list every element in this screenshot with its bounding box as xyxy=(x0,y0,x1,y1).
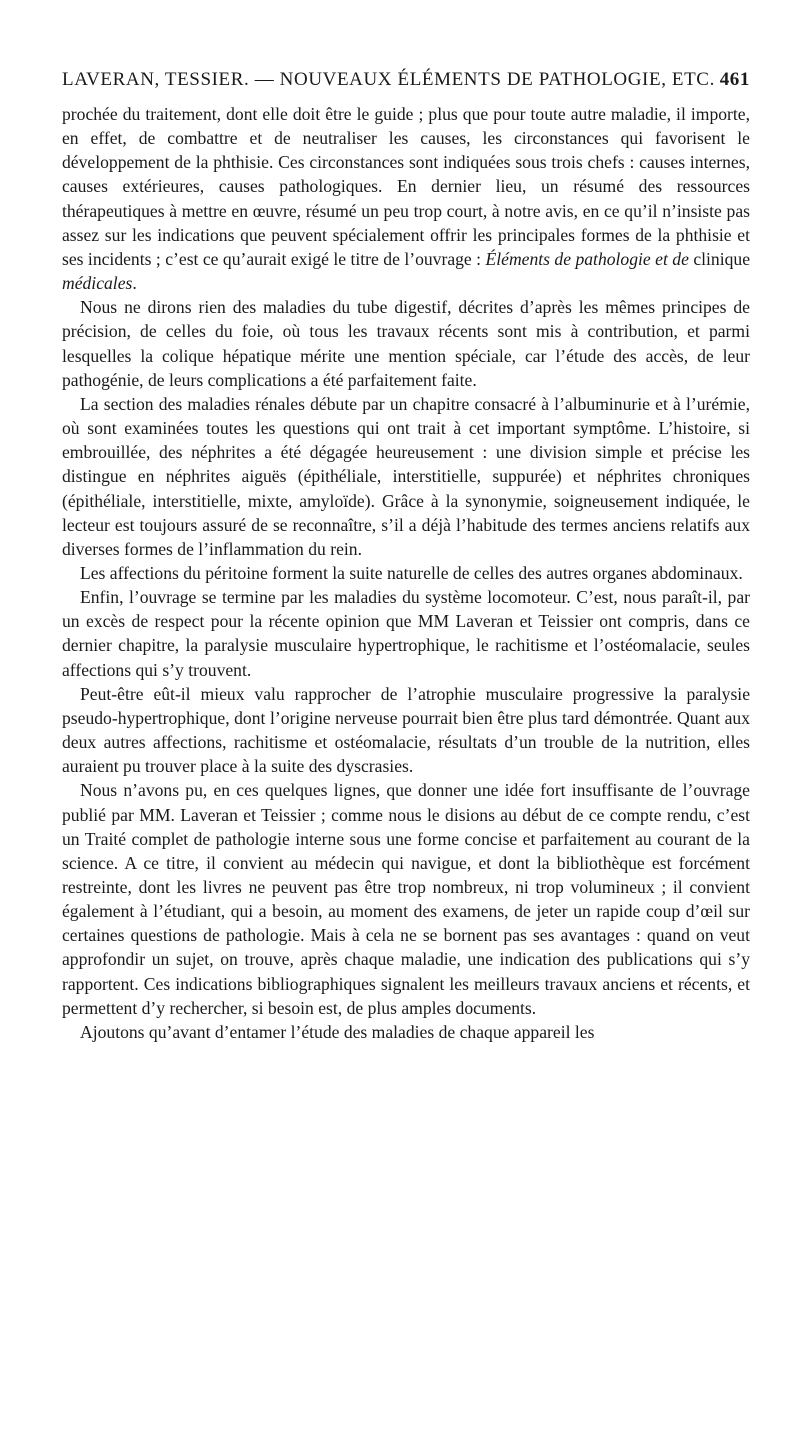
paragraph-5: Enfin, l’ouvrage se termine par les maladies du système locomoteur. C’est, nous paraît-il, par un excès de respect pour la récente opinion que MM Laveran et Teissier ont compris, dans ce dernier chapitre, la paralysie musculaire hypertrophique, le rachitisme et l’ostéomalacie, seules affections qui s’y trouvent. xyxy=(62,587,750,680)
paragraph-6: Peut-être eût-il mieux valu rapprocher de l’atrophie musculaire progressive la paralysie pseudo-hypertrophique, dont l’origine nerveuse pourrait bien être plus tard démontrée. Quant aux deux autres affections, rachitisme et ostéomalacie, résultats d’un trouble de la nutrition, elles auraient pu trouver place à la suite des dyscrasies. xyxy=(62,683,750,777)
running-head xyxy=(62,66,750,94)
paragraph-3: La section des maladies rénales débute par un chapitre consacré à l’albuminurie et à l’urémie, où sont examinées toutes les questions qui ont trait à cet important symptôme. L’histoire, si embrouillée, des néphrites a été dégagée heureusement : une division simple et précise les distingue en néphrites aiguës (épithéliale, interstitielle, suppurée) et néphrites chroniques (épithéliale, interstitielle, mixte, amyloïde). Grâce à la synonymie, soigneusement indiquée, le lecteur est toujours assuré de se reconnaître, s’il a déjà l’habitude des termes anciens relatifs aux diverses formes de l’inflammation du rein. xyxy=(62,393,750,559)
paragraph-1-text: prochée du traitement, dont elle doit être le guide ; plus que pour toute autre maladie, il importe, en effet, de combattre et de neutraliser les causes, les circonstances qui favorisent le développement de la phthisie. Ces circonstances sont indiquées sous trois chefs : causes internes, causes extérieures, causes pathologiques. En dernier lieu, un résumé des ressources thérapeutiques à mettre en œuvre, résumé un peu trop court, à notre avis, en ce qu’il n’insiste pas assez sur les indications que peuvent spécialement offrir les principales formes de la phthisie et ses incidents ; c’est ce qu’aurait exigé le titre de l’ouvrage : xyxy=(62,104,750,269)
running-title: LAVERAN, TESSIER. — NOUVEAUX ÉLÉMENTS DE PATHOLOGIE, ETC. xyxy=(62,69,715,90)
paragraph-1-end: . xyxy=(132,273,137,294)
paragraph-1-italic-2: médicales xyxy=(62,273,133,294)
paragraph-4: Les affections du péritoine forment la suite naturelle de celles des autres organes abdominaux. xyxy=(80,562,743,583)
paragraph-7: Nous n’avons pu, en ces quelques lignes, que donner une idée fort insuffisante de l’ouvrage publié par MM. Laveran et Teissier ; comme nous le disions au début de ce compte rendu, c’est un Traité complet de pathologie interne sous une forme concise et parfaitement au courant de la science. A ce titre, il convient au médecin qui navigue, et dont la bibliothèque est forcément restreinte, dont les livres ne peuvent pas être trop nombreux, ni trop volumineux ; il convient également à l’étudiant, qui a besoin, au moment des examens, de jeter un rapide coup d’œil sur certaines questions de pathologie. Mais à cela ne se bornent pas ses avantages : quand on veut approfondir un sujet, on trouve, après chaque maladie, une indication des publications qui s’y rapportent. Ces indications bibliographiques signalent les meilleurs travaux anciens et récents, et permettent d’y rechercher, si besoin est, de plus amples documents. xyxy=(62,780,750,1018)
page xyxy=(62,66,750,1044)
paragraph-1 xyxy=(62,102,750,295)
paragraph-1-italic: Éléments de pathologie et de xyxy=(485,248,689,269)
article-body xyxy=(62,102,750,1044)
page-number: 461 xyxy=(719,69,750,90)
paragraph-8: Ajoutons qu’avant d’entamer l’étude des maladies de chaque appareil les xyxy=(80,1021,595,1042)
paragraph-2: Nous ne dirons rien des maladies du tube digestif, décrites d’après les mêmes principes de précision, de celles du foie, où tous les travaux récents sont mis à contribution, et parmi lesquelles la colique hépatique mérite une mention spéciale, car l’étude des accès, de leur pathogénie, de leurs complications a été parfaitement faite. xyxy=(62,297,750,390)
paragraph-1-middle: clinique xyxy=(688,248,751,269)
